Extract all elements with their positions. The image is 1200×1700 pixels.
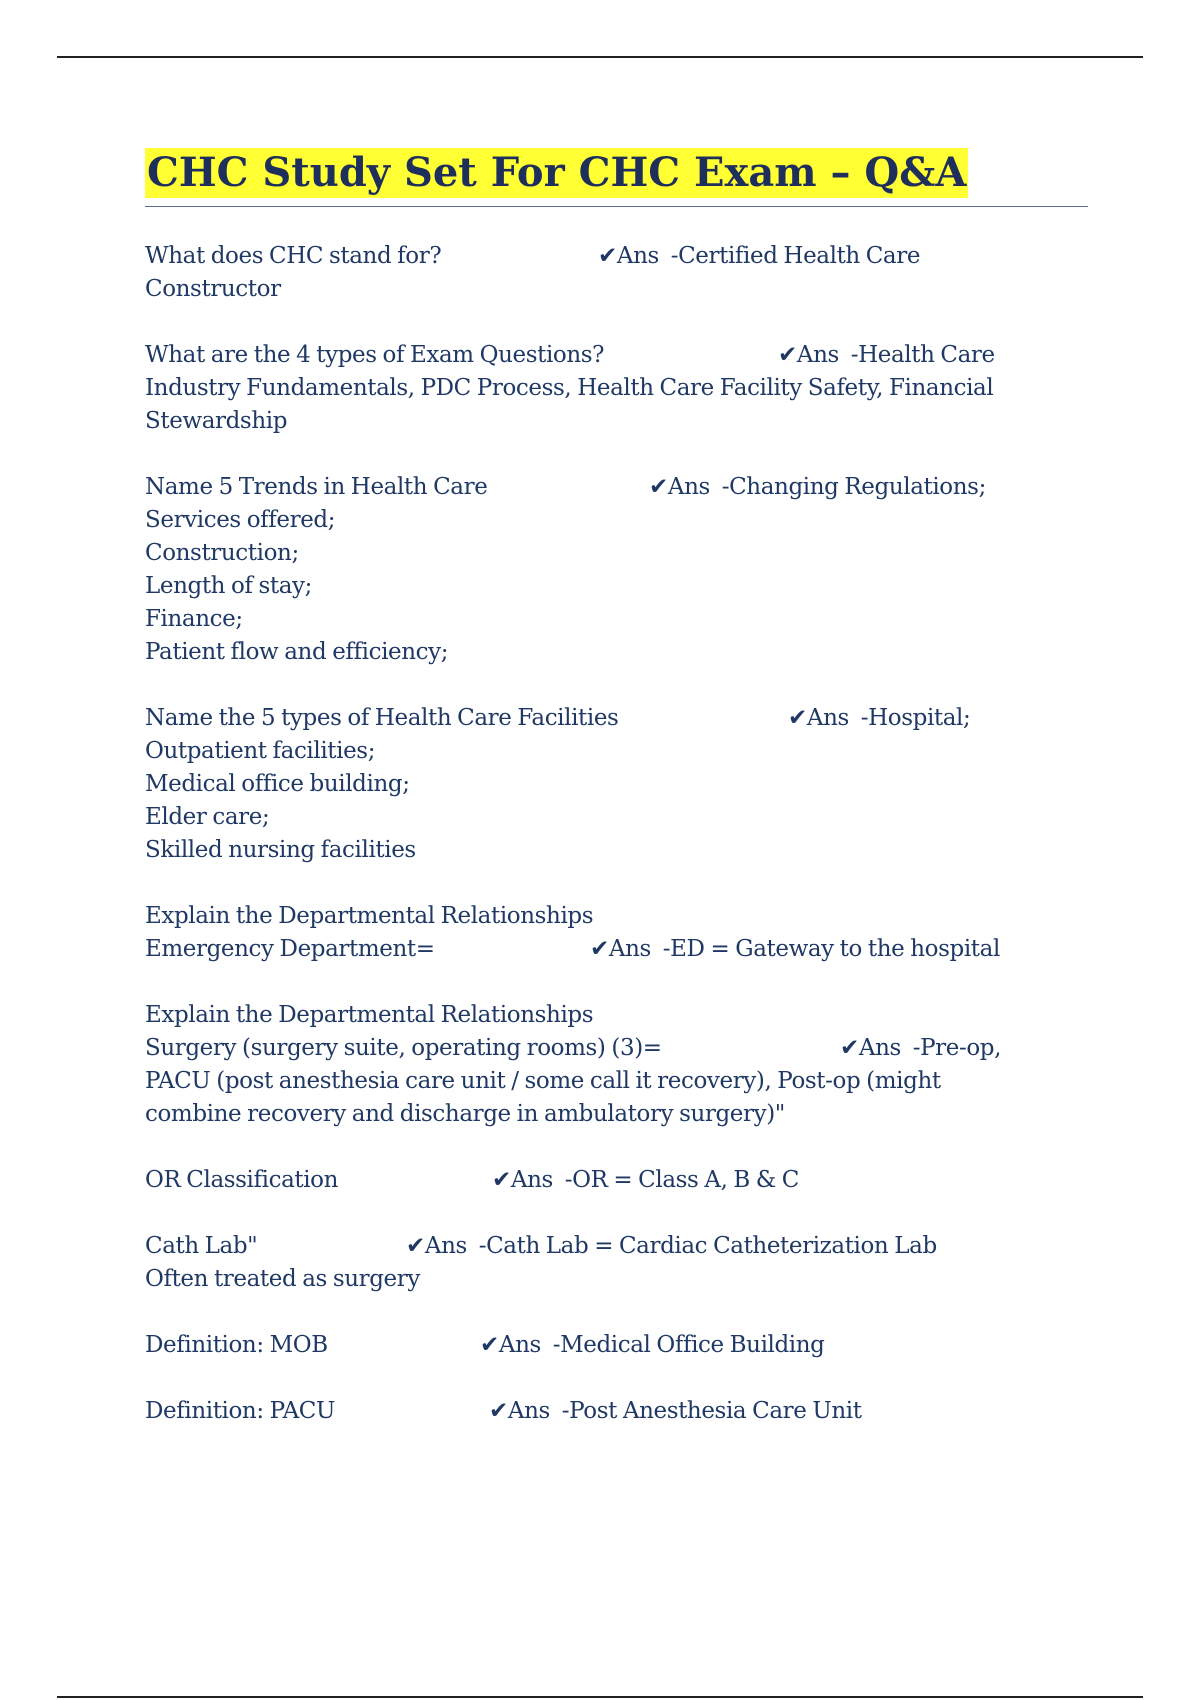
line-text: Emergency Department=: [145, 936, 435, 962]
continuation-line: [145, 834, 1090, 867]
line-text: Medical office building;: [145, 771, 410, 797]
answer: [492, 1164, 799, 1197]
line-text: Often treated as surgery: [145, 1266, 420, 1292]
continuation-line: [145, 405, 1090, 438]
continuation-line: [145, 537, 1090, 570]
line-text: Stewardship: [145, 408, 288, 434]
question-text: Name the 5 types of Health Care Facilities: [145, 705, 619, 731]
question-text: What are the 4 types of Exam Questions?: [145, 342, 605, 368]
answer-prefix: Ans -: [796, 342, 859, 368]
answer: [840, 1032, 1001, 1065]
answer: [480, 1329, 825, 1362]
line-text: Finance;: [145, 606, 243, 632]
qa-item: [145, 702, 1090, 867]
qa-item: [145, 999, 1090, 1131]
question-text: Explain the Departmental Relationships: [145, 903, 594, 929]
line-text: Constructor: [145, 276, 281, 302]
qa-item: [145, 1329, 1090, 1362]
question-line: [145, 240, 1090, 273]
answer-text: Certified Health Care: [678, 243, 921, 269]
checkmark-icon: ✔: [590, 936, 609, 962]
line-text: Skilled nursing facilities: [145, 837, 416, 863]
answer: [406, 1230, 937, 1263]
answer-prefix: Ans -: [510, 1167, 573, 1193]
checkmark-icon: ✔: [406, 1233, 425, 1259]
answer-prefix: Ans -: [507, 1398, 570, 1424]
line-text: Services offered;: [145, 507, 336, 533]
answer-prefix: Ans -: [608, 936, 671, 962]
page-bottom-rule: [57, 1696, 1143, 1698]
answer-text: Medical Office Building: [560, 1332, 825, 1358]
continuation-line: [145, 735, 1090, 768]
answer: [598, 240, 920, 273]
continuation-line: [145, 1263, 1090, 1296]
qa-item: [145, 1230, 1090, 1296]
line-text: Surgery (surgery suite, operating rooms) (3)=: [145, 1035, 662, 1061]
answer-prefix: Ans -: [616, 243, 679, 269]
answer: [590, 933, 1000, 966]
line-text: Elder care;: [145, 804, 270, 830]
question-text: Definition: PACU: [145, 1398, 335, 1424]
continuation-line: [145, 933, 1090, 966]
document-title: CHC Study Set For CHC Exam – Q&A: [147, 149, 967, 196]
continuation-line: [145, 636, 1090, 669]
answer: [649, 471, 986, 504]
question-line: [145, 1164, 1090, 1197]
qa-item: [145, 1164, 1090, 1197]
continuation-line: [145, 504, 1090, 537]
answer-text: Health Care: [858, 342, 995, 368]
answer-text: Changing Regulations;: [729, 474, 986, 500]
continuation-line: [145, 603, 1090, 636]
question-text: Cath Lab": [145, 1233, 258, 1259]
answer-prefix: Ans -: [858, 1035, 921, 1061]
question-text: What does CHC stand for?: [145, 243, 442, 269]
continuation-line: [145, 570, 1090, 603]
answer: [788, 702, 970, 735]
qa-item: [145, 240, 1090, 306]
line-text: PACU (post anesthesia care unit / some call it recovery), Post-op (might: [145, 1068, 941, 1094]
question-line: [145, 999, 1090, 1032]
answer-text: Pre-op,: [920, 1035, 1002, 1061]
question-line: [145, 339, 1090, 372]
qa-item: [145, 339, 1090, 438]
checkmark-icon: ✔: [492, 1167, 511, 1193]
question-text: Definition: MOB: [145, 1332, 328, 1358]
continuation-line: [145, 1098, 1090, 1131]
question-line: [145, 1395, 1090, 1428]
checkmark-icon: ✔: [778, 342, 797, 368]
continuation-line: [145, 801, 1090, 834]
checkmark-icon: ✔: [480, 1332, 499, 1358]
checkmark-icon: ✔: [840, 1035, 859, 1061]
question-text: Explain the Departmental Relationships: [145, 1002, 594, 1028]
checkmark-icon: ✔: [598, 243, 617, 269]
question-text: OR Classification: [145, 1167, 339, 1193]
question-line: [145, 702, 1090, 735]
title-underline: [145, 206, 1088, 207]
answer-prefix: Ans -: [424, 1233, 487, 1259]
continuation-line: [145, 768, 1090, 801]
line-text: Patient flow and efficiency;: [145, 639, 449, 665]
question-line: [145, 900, 1090, 933]
question-line: [145, 1230, 1090, 1263]
question-line: [145, 1329, 1090, 1362]
answer-prefix: Ans -: [667, 474, 730, 500]
qa-list: [145, 240, 1090, 1428]
continuation-line: [145, 273, 1090, 306]
continuation-line: [145, 1065, 1090, 1098]
qa-item: [145, 900, 1090, 966]
question-text: Name 5 Trends in Health Care: [145, 474, 488, 500]
answer: [778, 339, 995, 372]
checkmark-icon: ✔: [649, 474, 668, 500]
page-top-rule: [57, 56, 1143, 58]
checkmark-icon: ✔: [788, 705, 807, 731]
answer-text: Cath Lab = Cardiac Catheterization Lab: [486, 1233, 937, 1259]
line-text: Construction;: [145, 540, 299, 566]
line-text: Industry Fundamentals, PDC Process, Health Care Facility Safety, Financial: [145, 375, 994, 401]
qa-item: [145, 1395, 1090, 1428]
answer-text: Hospital;: [868, 705, 971, 731]
answer-prefix: Ans -: [498, 1332, 561, 1358]
answer-prefix: Ans -: [806, 705, 869, 731]
question-line: [145, 471, 1090, 504]
document-body: [145, 148, 1090, 1461]
answer-text: OR = Class A, B & C: [572, 1167, 799, 1193]
continuation-line: [145, 372, 1090, 405]
checkmark-icon: ✔: [489, 1398, 508, 1424]
line-text: Outpatient facilities;: [145, 738, 376, 764]
answer: [489, 1395, 862, 1428]
continuation-line: [145, 1032, 1090, 1065]
qa-item: [145, 471, 1090, 669]
answer-text: Post Anesthesia Care Unit: [569, 1398, 862, 1424]
line-text: Length of stay;: [145, 573, 312, 599]
line-text: combine recovery and discharge in ambulatory surgery)": [145, 1101, 785, 1127]
answer-text: ED = Gateway to the hospital: [670, 936, 1000, 962]
